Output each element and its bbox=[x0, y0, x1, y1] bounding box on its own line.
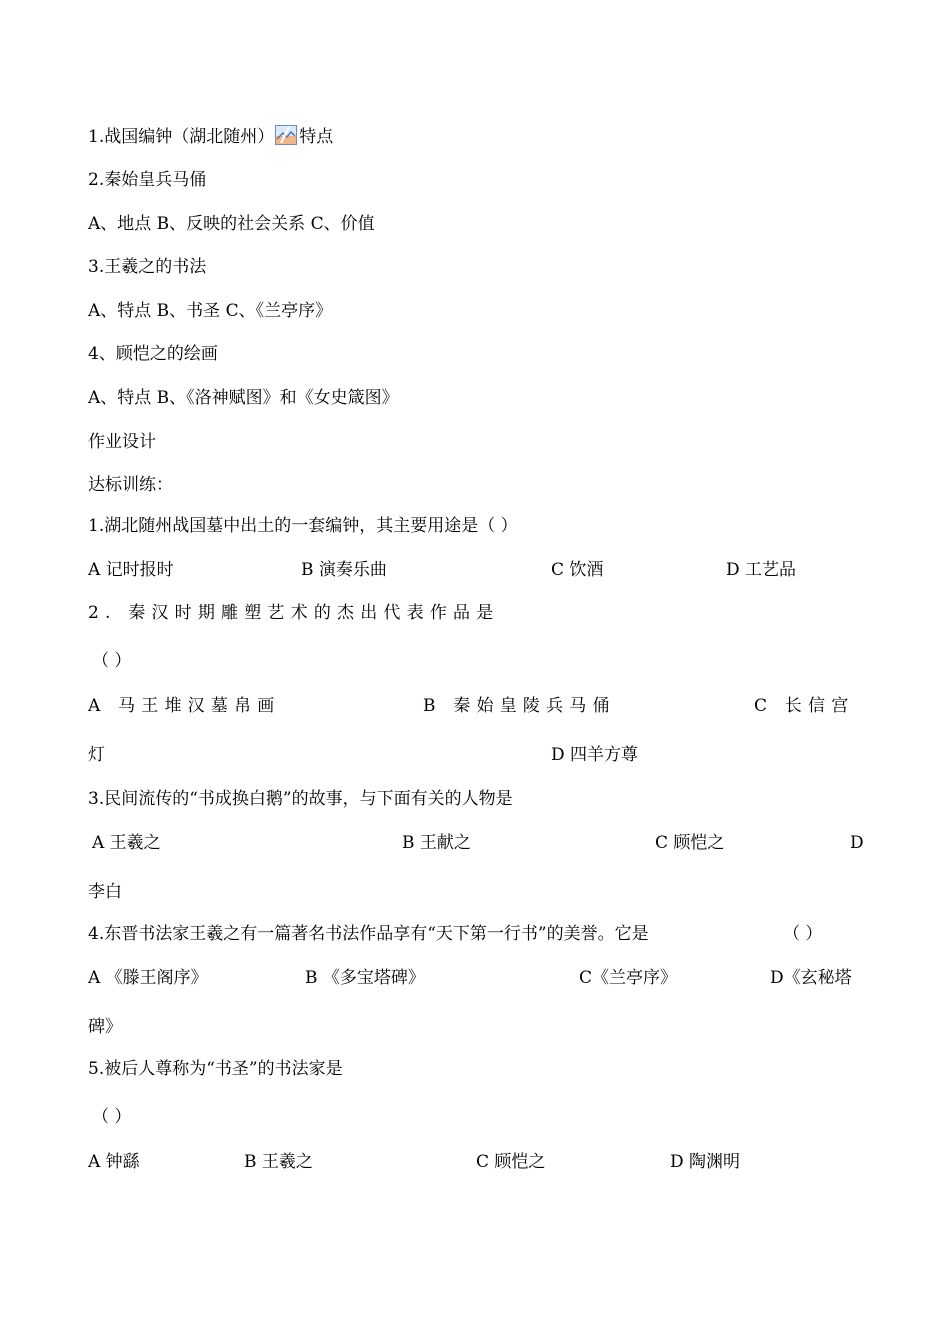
section-homework: 作业设计 bbox=[88, 432, 156, 452]
q5-option-b: B 王羲之 bbox=[244, 1152, 313, 1172]
q4-option-d: D《玄秘塔 bbox=[770, 968, 852, 988]
q5-answer-paren: （ ） bbox=[92, 1107, 132, 1127]
q2-option-c: C 长信宫 bbox=[754, 696, 855, 716]
q4-answer-paren: （ ） bbox=[783, 924, 823, 944]
q4-option-d-continued: 碑》 bbox=[88, 1017, 122, 1037]
q2-option-a: A 马王堆汉墓帛画 bbox=[88, 696, 281, 716]
outline-item-7: A、特点 B、《洛神赋图》和《女史箴图》 bbox=[88, 388, 399, 408]
outline-item-4: 3.王羲之的书法 bbox=[88, 257, 207, 277]
q5-option-d: D 陶渊明 bbox=[670, 1152, 741, 1172]
q5-option-c: C 顾恺之 bbox=[476, 1152, 546, 1172]
q5-stem: 5.被后人尊称为“书圣”的书法家是 bbox=[88, 1059, 343, 1079]
q3-option-d: D bbox=[850, 833, 864, 853]
q3-stem: 3.民间流传的“书成换白鹅”的故事，与下面有关的人物是 bbox=[88, 789, 513, 809]
outline-item-1-after: 特点 bbox=[299, 127, 334, 147]
outline-item-1-text: 1.战国编钟（湖北随州） bbox=[88, 127, 275, 147]
outline-item-6: 4、顾恺之的绘画 bbox=[88, 344, 218, 364]
outline-item-1 bbox=[88, 125, 333, 148]
section-training: 达标训练： bbox=[88, 475, 173, 495]
q3-option-c: C 顾恺之 bbox=[655, 833, 725, 853]
q1-option-a: A 记时报时 bbox=[88, 560, 174, 580]
q2-answer-paren: （ ） bbox=[92, 651, 132, 671]
q1-option-c: C 饮酒 bbox=[551, 560, 604, 580]
q3-option-b: B 王献之 bbox=[402, 833, 471, 853]
q2-option-c-continued: 灯 bbox=[88, 745, 105, 765]
q2-option-d: D 四羊方尊 bbox=[551, 745, 639, 765]
q4-option-c: C《兰亭序》 bbox=[579, 968, 678, 988]
q4-option-b: B 《多宝塔碑》 bbox=[305, 968, 425, 988]
outline-item-2: 2.秦始皇兵马俑 bbox=[88, 170, 207, 190]
q4-option-a: A 《滕王阁序》 bbox=[88, 968, 208, 988]
q2-stem: 2. 秦汉时期雕塑艺术的杰出代表作品是 bbox=[88, 603, 500, 623]
q2-option-b: B 秦始皇陵兵马俑 bbox=[423, 696, 616, 716]
outline-item-3: A、地点 B、反映的社会关系 C、价值 bbox=[88, 214, 375, 234]
q1-option-b: B 演奏乐曲 bbox=[301, 560, 387, 580]
q1-option-d: D 工艺品 bbox=[726, 560, 797, 580]
q3-option-d-continued: 李白 bbox=[88, 882, 122, 902]
q4-stem: 4.东晋书法家王羲之有一篇著名书法作品享有“天下第一行书”的美誉。它是 bbox=[88, 924, 649, 944]
broken-image-icon bbox=[275, 125, 297, 145]
q1-stem: 1.湖北随州战国墓中出土的一套编钟，其主要用途是（ ） bbox=[88, 516, 518, 536]
q5-option-a: A 钟繇 bbox=[88, 1152, 140, 1172]
q3-option-a: A 王羲之 bbox=[92, 833, 161, 853]
outline-item-5: A、特点 B、书圣 C、《兰亭序》 bbox=[88, 301, 333, 321]
